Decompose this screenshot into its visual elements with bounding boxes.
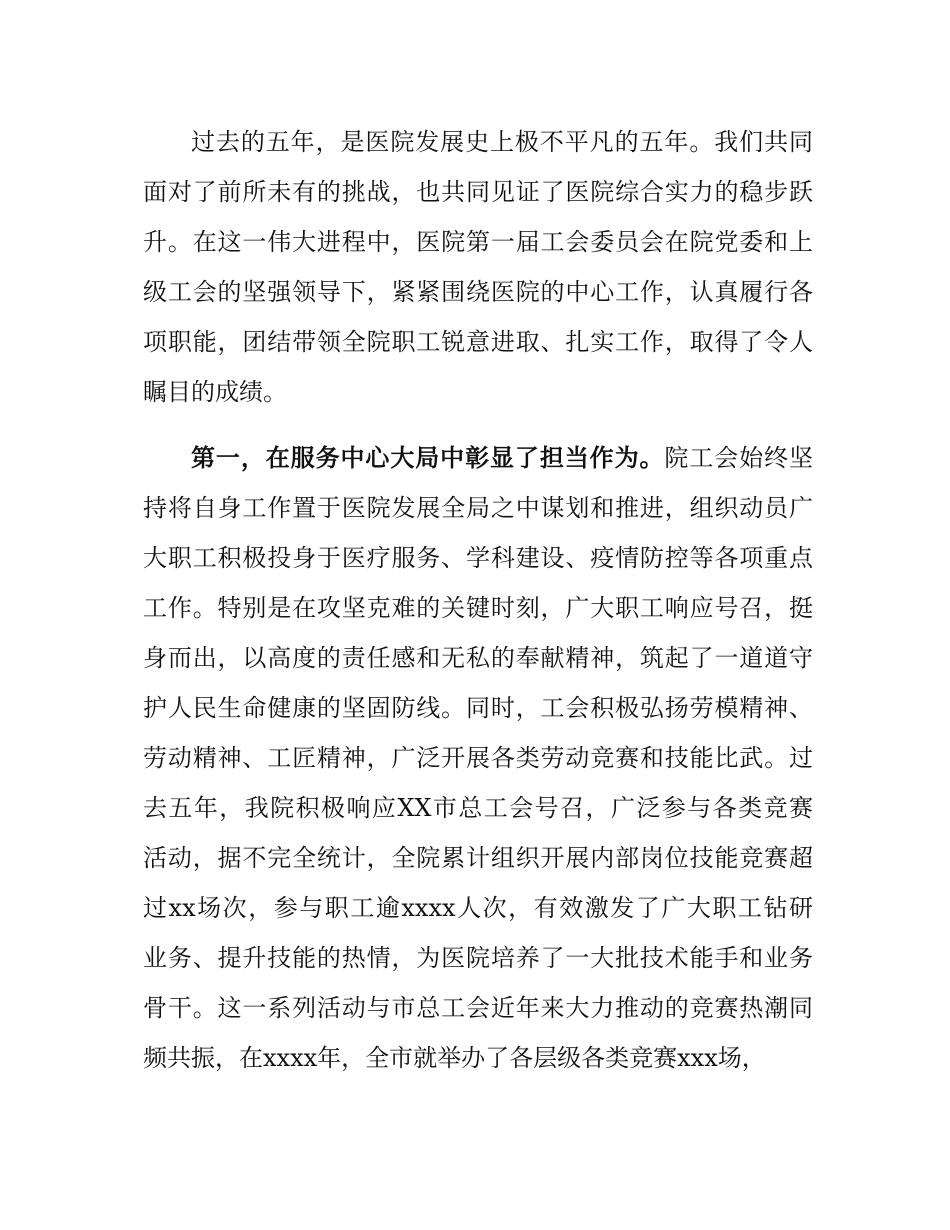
paragraph-2-line-9: 活动，据不完全统计，全院累计组织开展内部岗位技能竞赛超 <box>143 844 813 872</box>
paragraph-2-line-6: 护人民生命健康的坚固防线。同时，工会积极弘扬劳模精神、 <box>143 694 813 722</box>
paragraph-1-line-5: 项职能，团结带领全院职工锐意进取、扎实工作，取得了令人 <box>143 328 813 356</box>
paragraph-2-line-3: 大职工积极投身于医疗服务、学科建设、疫情防控等各项重点 <box>143 544 813 572</box>
paragraph-2-line-7: 劳动精神、工匠精神，广泛开展各类劳动竞赛和技能比武。过 <box>143 744 813 772</box>
paragraph-1-line-3: 升。在这一伟大进程中，医院第一届工会委员会在院党委和上 <box>143 228 813 256</box>
paragraph-2-line-11: 业务、提升技能的热情，为医院培养了一大批技术能手和业务 <box>143 944 813 972</box>
paragraph-1-line-1: 过去的五年，是医院发展史上极不平凡的五年。我们共同 <box>191 128 813 156</box>
paragraph-2-lead-text: 院工会始终坚 <box>664 444 814 472</box>
paragraph-2-line-12: 骨干。这一系列活动与市总工会近年来大力推动的竞赛热潮同 <box>143 994 813 1022</box>
paragraph-2-heading: 第一，在服务中心大局中彰显了担当作为。 <box>191 444 665 472</box>
paragraph-2-line-4: 工作。特别是在攻坚克难的关键时刻，广大职工响应号召，挺 <box>143 594 813 622</box>
paragraph-1-line-2: 面对了前所未有的挑战，也共同见证了医院综合实力的稳步跃 <box>143 178 813 206</box>
paragraph-2-line-1 <box>191 442 813 494</box>
paragraph-2-line-13: 频共振，在xxxx年，全市就举办了各层级各类竞赛xxx场， <box>143 1044 766 1072</box>
paragraph-2-line-5: 身而出，以高度的责任感和无私的奉献精神，筑起了一道道守 <box>143 644 813 672</box>
paragraph-2-line-8: 去五年，我院积极响应XX市总工会号召，广泛参与各类竞赛 <box>143 794 813 822</box>
paragraph-2-line-10: 过xx场次，参与职工逾xxxx人次，有效激发了广大职工钻研 <box>143 894 813 922</box>
paragraph-1-line-6: 瞩目的成绩。 <box>143 378 287 406</box>
paragraph-2-line-2: 持将自身工作置于医院发展全局之中谋划和推进，组织动员广 <box>143 494 813 522</box>
paragraph-1-line-4: 级工会的坚强领导下，紧紧围绕医院的中心工作，认真履行各 <box>143 278 813 306</box>
